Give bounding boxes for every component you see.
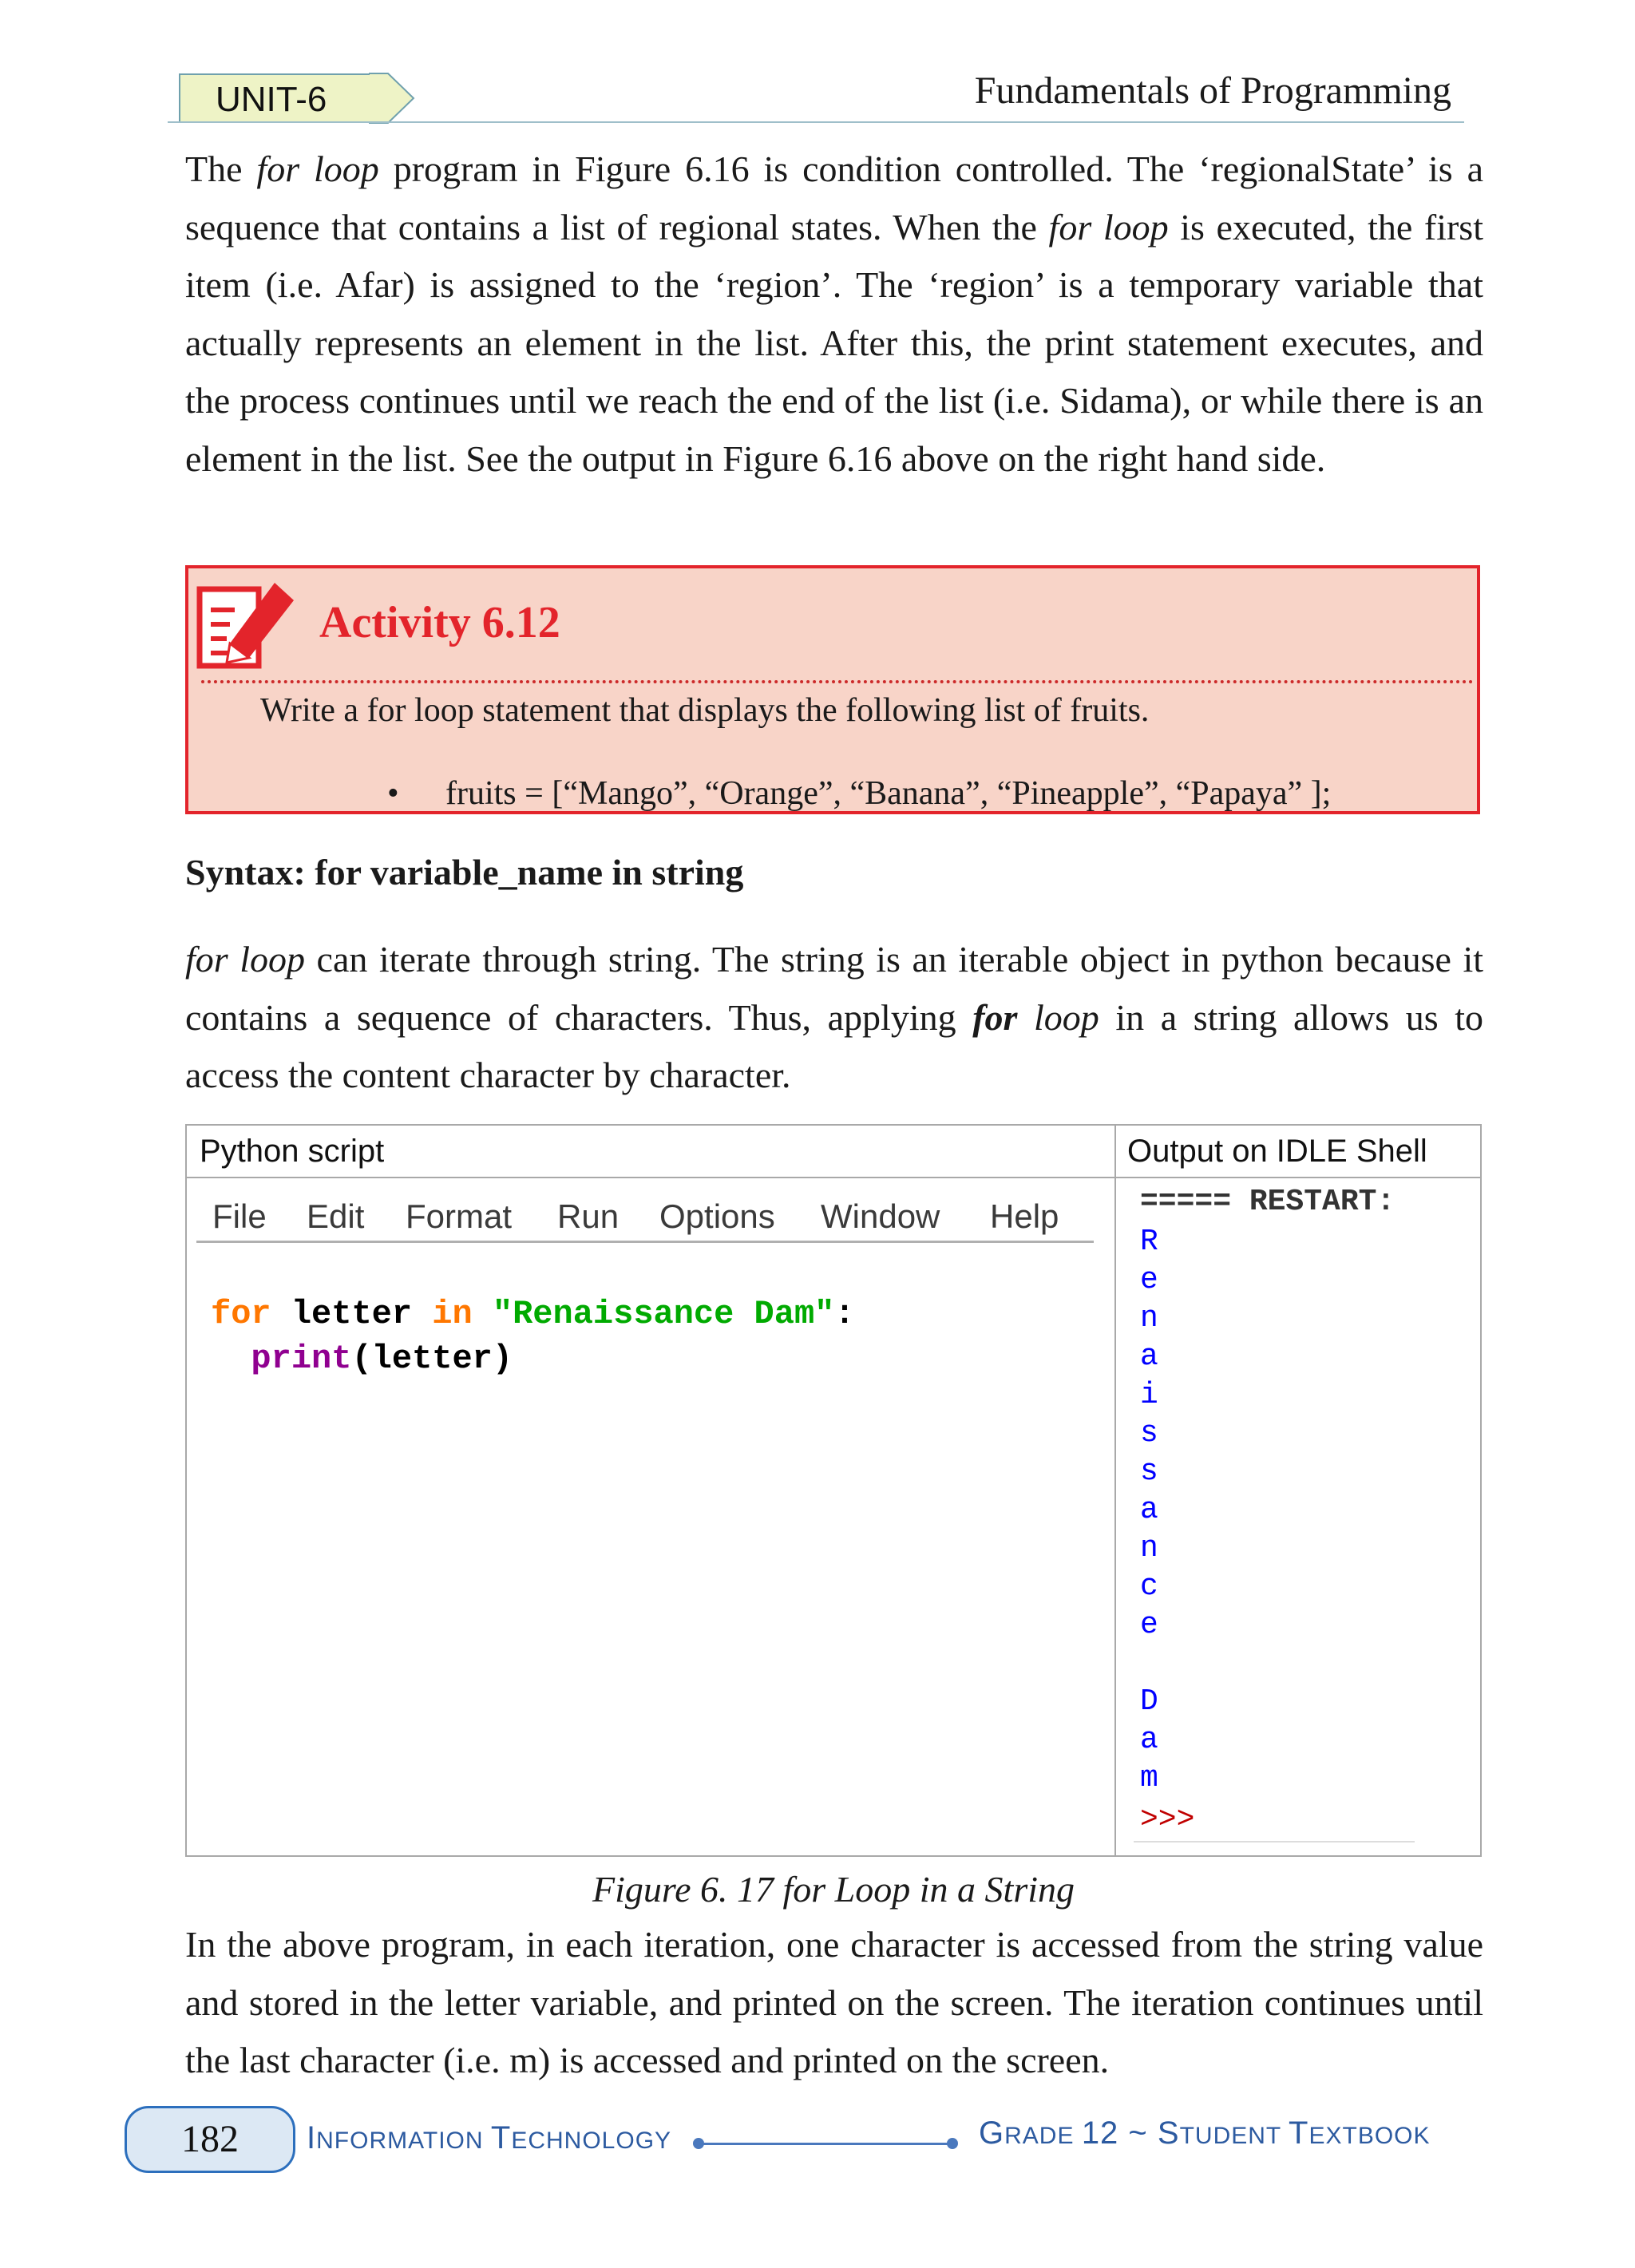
output-char: a xyxy=(1140,1493,1158,1527)
output-char: n xyxy=(1140,1531,1158,1565)
output-char: D xyxy=(1140,1684,1158,1719)
header-rule xyxy=(168,121,1464,123)
footer-dot-right xyxy=(947,2138,958,2149)
footer-subject: INFORMATION TECHNOLOGY xyxy=(307,2120,672,2155)
header-title: Fundamentals of Programming xyxy=(974,69,1451,112)
output-char: e xyxy=(1140,1263,1158,1297)
footer-grade: GRADE 12 ~ STUDENT TEXTBOOK xyxy=(979,2116,1431,2151)
activity-item: fruits = [“Mango”, “Orange”, “Banana”, “Pineapple”, “Papaya” ]; xyxy=(445,775,1332,812)
unit-tab: UNIT-6 xyxy=(179,73,370,123)
menu-file[interactable]: File xyxy=(212,1197,267,1235)
menu-help[interactable]: Help xyxy=(990,1197,1059,1235)
python-script-header: Python script xyxy=(200,1134,385,1169)
intro-paragraph: The for loop program in Figure 6.16 is condition controlled. The ‘regionalState’ is a sequence that contains a list of regional states. When the for loop is executed, the first item (i.e. Afar) is assigned to the ‘region’. The ‘region’ is a temporary variable that actually represents an element in the list. After this, the print statement executes, and the process continues until we reach the end of the list (i.e. Sidama), or while there is an element in the list. See the output in Figure 6.16 above on the right hand side. xyxy=(185,148,1484,479)
idle-prompt: >>> xyxy=(1140,1803,1195,1837)
unit-tab-arrow xyxy=(369,72,417,125)
menu-options[interactable]: Options xyxy=(659,1197,775,1235)
menu-underline xyxy=(196,1241,1094,1243)
output-char: n xyxy=(1140,1301,1158,1336)
output-char: e xyxy=(1140,1608,1158,1642)
activity-bullet: • xyxy=(387,775,399,812)
activity-pencil-icon xyxy=(195,575,300,672)
output-underline xyxy=(1134,1841,1415,1843)
footer-line xyxy=(699,2143,953,2145)
output-char: a xyxy=(1140,1340,1158,1374)
activity-divider xyxy=(201,680,1474,683)
figure-caption: Figure 6. 17 for Loop in a String xyxy=(592,1869,1075,1910)
code-line-1: for letter in "Renaissance Dam": xyxy=(211,1295,855,1333)
activity-title: Activity 6.12 xyxy=(319,598,560,647)
output-char: R xyxy=(1140,1225,1158,1259)
string-paragraph: for loop can iterate through string. The string is an iterable object in python because it contains a sequence of characters. Thus, applying for loop in a string allows us to access the content character by character. xyxy=(185,939,1484,1095)
output-char: s xyxy=(1140,1416,1158,1451)
idle-restart-line: ===== RESTART: xyxy=(1140,1185,1395,1219)
output-char: i xyxy=(1140,1378,1158,1412)
menu-format[interactable]: Format xyxy=(406,1197,513,1235)
syntax-heading: Syntax: for variable_name in string xyxy=(185,852,744,893)
menu-run[interactable]: Run xyxy=(557,1197,620,1235)
activity-text: Write a for loop statement that displays the following list of fruits. xyxy=(260,692,1150,729)
output-char: s xyxy=(1140,1455,1158,1489)
figure-header-divider xyxy=(185,1177,1482,1178)
output-char: a xyxy=(1140,1723,1158,1757)
code-line-2: print(letter) xyxy=(251,1340,513,1378)
menu-edit[interactable]: Edit xyxy=(307,1197,365,1235)
output-char: c xyxy=(1140,1569,1158,1604)
page-number: 182 xyxy=(125,2106,295,2173)
explanation-paragraph: In the above program, in each iteration, one character is accessed from the string value and stored in the letter variable, and printed on the screen. The iteration continues until the last character (i.e. m) is accessed and printed on the screen. xyxy=(185,1924,1483,2080)
menu-window[interactable]: Window xyxy=(821,1197,940,1235)
figure-column-divider xyxy=(1114,1124,1116,1857)
idle-output-header: Output on IDLE Shell xyxy=(1127,1134,1427,1169)
output-char: m xyxy=(1140,1761,1158,1795)
